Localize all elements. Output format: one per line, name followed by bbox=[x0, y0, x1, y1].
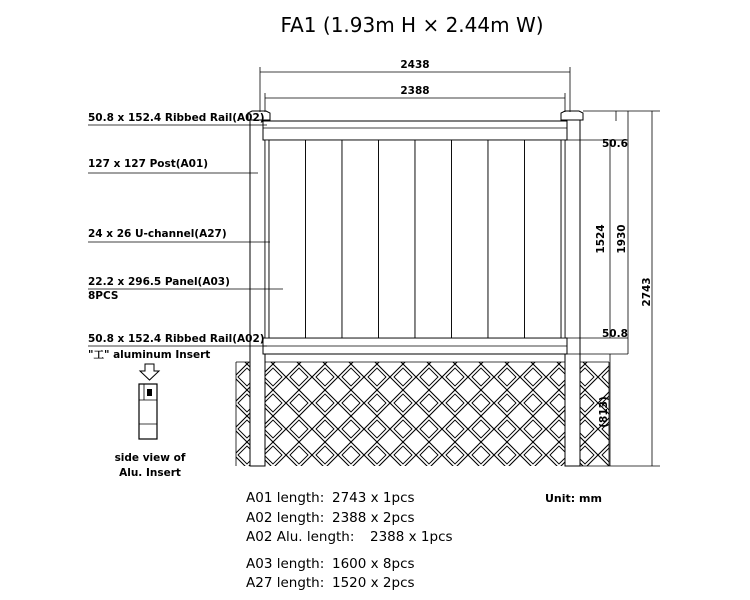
spec-a01-value: 2743 x 1pcs bbox=[332, 490, 415, 506]
fence-panel bbox=[269, 140, 306, 338]
dim-overall-width: 2438 bbox=[400, 59, 430, 71]
label-panel: 22.2 x 296.5 Panel(A03) bbox=[88, 276, 230, 288]
ground-hatch bbox=[236, 362, 609, 466]
label-post: 127 x 127 Post(A01) bbox=[88, 158, 209, 170]
fence-panel bbox=[306, 140, 343, 338]
diagram-title: FA1 (1.93m H × 2.44m W) bbox=[280, 13, 544, 37]
unit-label: Unit: mm bbox=[545, 492, 602, 505]
spec-a27-label: A27 length: bbox=[246, 575, 325, 591]
top-rail bbox=[263, 121, 567, 140]
spec-a02-alu-label: A02 Alu. length: bbox=[246, 529, 355, 545]
spec-a03-label: A03 length: bbox=[246, 556, 325, 572]
spec-a01-label: A01 length: bbox=[246, 490, 325, 506]
left-post bbox=[250, 120, 265, 466]
spec-a27-value: 1520 x 2pcs bbox=[332, 575, 415, 591]
spec-a02-label: A02 length: bbox=[246, 510, 325, 526]
label-bottom-rail: 50.8 x 152.4 Ribbed Rail(A02) bbox=[88, 333, 265, 345]
dim-bottom-gap: 50.8 bbox=[602, 328, 628, 340]
label-u-channel: 24 x 26 U-channel(A27) bbox=[88, 228, 227, 240]
u-channel-left bbox=[265, 140, 269, 338]
fence-panel bbox=[379, 140, 416, 338]
fence-panel bbox=[525, 140, 562, 338]
label-panel-qty: 8PCS bbox=[88, 290, 119, 302]
arrow-down-icon bbox=[140, 364, 159, 380]
spec-list bbox=[246, 490, 453, 591]
spec-a02-value: 2388 x 2pcs bbox=[332, 510, 415, 526]
right-post bbox=[565, 120, 580, 466]
alu-insert-side-view bbox=[139, 384, 157, 439]
fence-panel bbox=[342, 140, 379, 338]
dim-post-length: 2743 bbox=[641, 277, 653, 307]
fence-panel bbox=[415, 140, 452, 338]
dim-fence-height: 1930 bbox=[616, 224, 628, 254]
right-post-cap bbox=[561, 111, 583, 120]
label-side-view-2: Alu. Insert bbox=[119, 467, 181, 479]
dim-panel-height: 1524 bbox=[595, 224, 607, 254]
dim-buried: (813) bbox=[598, 396, 610, 428]
label-side-view-1: side view of bbox=[114, 452, 186, 464]
panel-group bbox=[265, 140, 565, 338]
spec-a02-alu-value: 2388 x 1pcs bbox=[370, 529, 453, 545]
label-top-rail: 50.8 x 152.4 Ribbed Rail(A02) bbox=[88, 112, 265, 124]
dim-rail-width: 2388 bbox=[400, 85, 430, 97]
label-alu-insert: "工" aluminum Insert bbox=[88, 349, 211, 361]
fence-panel bbox=[452, 140, 489, 338]
dim-top-gap: 50.6 bbox=[602, 138, 628, 150]
spec-a03-value: 1600 x 8pcs bbox=[332, 556, 415, 572]
fence-panel bbox=[488, 140, 525, 338]
u-channel-right bbox=[561, 140, 565, 338]
